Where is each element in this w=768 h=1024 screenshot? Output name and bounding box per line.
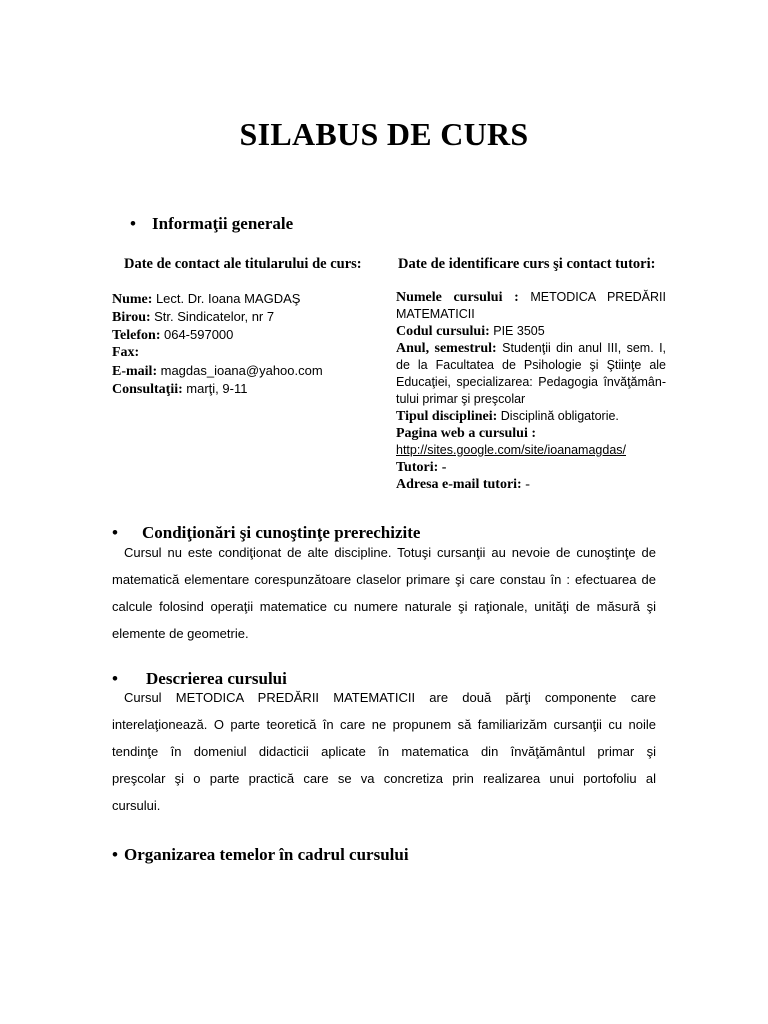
type-value: Disciplină obligatorie. <box>500 409 619 423</box>
consult-value: marţi, 9-11 <box>186 381 248 396</box>
section-prereq-title: Condiţionări şi cunoştinţe prerechizite <box>142 523 421 542</box>
section-general-title: Informaţii generale <box>152 214 294 233</box>
paragraph-line: preşcolar şi o parte practică care se va concretiza prin realizarea unui portofoliu al <box>112 771 656 786</box>
paragraph-line: elemente de geometrie. <box>112 626 249 641</box>
office-row <box>112 308 274 327</box>
year-value-3: Educaţiei, specializarea: Pedagogia învăţămân- <box>396 375 666 389</box>
tutors-label: Tutori: - <box>396 460 447 475</box>
course-name-value-2: MATEMATICII <box>396 307 475 321</box>
name-row <box>112 290 300 309</box>
course-name-label: Numele cursului : <box>396 290 519 305</box>
paragraph-line: tendinţe în domeniul didacticii aplicate în matematica din învăţământul primar şi <box>112 744 656 759</box>
bullet-icon: • <box>112 523 118 542</box>
bullet-icon: • <box>112 669 118 688</box>
year-value-1: Studenţii din anul III, sem. I, <box>502 341 667 355</box>
tutors-email-value: - <box>525 477 530 492</box>
paragraph-line: interelaţionează. O parte teoretică în care ne propunem să familiarizăm cursanţii cu noile <box>112 717 656 732</box>
year-label: Anul, semestrul: <box>396 341 497 356</box>
section-general-heading <box>130 214 293 234</box>
course-name-value-1: METODICA PREDĂRII <box>530 290 666 304</box>
phone-row <box>112 326 233 345</box>
type-label: Tipul disciplinei: <box>396 409 498 424</box>
phone-label: Telefon: <box>112 328 161 343</box>
tutors-email-label: Adresa e-mail tutori: <box>396 477 522 492</box>
bullet-icon: • <box>112 845 118 864</box>
tutors-email-row <box>396 476 666 493</box>
year-row-4 <box>396 391 666 408</box>
course-name-row <box>396 289 666 306</box>
course-code-row <box>396 323 666 340</box>
course-code-label: Codul cursului: <box>396 324 490 339</box>
year-row-2 <box>396 357 666 374</box>
year-value-4: tului primar şi preşcolar <box>396 392 526 406</box>
document-title: SILABUS DE CURS <box>239 116 529 152</box>
email-row <box>112 362 323 381</box>
phone-value: 064-597000 <box>163 327 234 342</box>
paragraph-line: cursului. <box>112 798 161 813</box>
left-column-heading: Date de contact ale titularului de curs: <box>124 256 362 272</box>
name-value: Lect. Dr. Ioana MAGDAŞ <box>155 291 301 306</box>
year-row <box>396 340 666 357</box>
section-organization-heading <box>112 845 409 865</box>
section-description-title: Descrierea cursului <box>146 669 287 688</box>
web-row <box>396 425 666 442</box>
paragraph-line: matematică elementare corespunzătoare claselor primare şi care constau în : efectuarea de <box>112 572 656 587</box>
tutors-row <box>396 459 666 476</box>
description-paragraph <box>112 684 656 819</box>
paragraph-line: Cursul METODICA PREDĂRII MATEMATICII are două părţi componente care <box>124 690 656 705</box>
office-label: Birou: <box>112 310 151 325</box>
fax-row <box>112 344 139 362</box>
year-value-2: de la Facultatea de Psihologie şi Ştiinţe ale <box>396 358 666 372</box>
name-label: Nume: <box>112 292 153 307</box>
course-name-row-2 <box>396 306 666 323</box>
course-info-block <box>396 289 666 493</box>
fax-label: Fax: <box>112 345 140 360</box>
email-value: magdas_ioana@yahoo.com <box>160 363 323 378</box>
bullet-icon: • <box>130 214 136 233</box>
paragraph-line: calcule folosind operaţii matematice cu numere naturale şi raţionale, unităţi de măsură şi <box>112 599 656 614</box>
prereq-paragraph <box>112 539 656 647</box>
year-row-3 <box>396 374 666 391</box>
paragraph-line: Cursul nu este condiţionat de alte discipline. Totuşi cursanţii au nevoie de cunoştinţe de <box>124 545 656 560</box>
consult-row <box>112 380 247 399</box>
office-value: Str. Sindicatelor, nr 7 <box>154 309 275 324</box>
type-row <box>396 408 666 425</box>
right-column-heading: Date de identificare curs şi contact tutori: <box>398 256 656 272</box>
web-link-row <box>396 442 666 459</box>
course-web-link[interactable]: http://sites.google.com/site/ioanamagdas/ <box>396 443 626 457</box>
email-label: E-mail: <box>112 364 158 379</box>
consult-label: Consultaţii: <box>112 382 183 397</box>
section-organization-title: Organizarea temelor în cadrul cursului <box>124 845 409 864</box>
web-label: Pagina web a cursului : <box>396 426 537 441</box>
course-code-value: PIE 3505 <box>493 324 545 338</box>
